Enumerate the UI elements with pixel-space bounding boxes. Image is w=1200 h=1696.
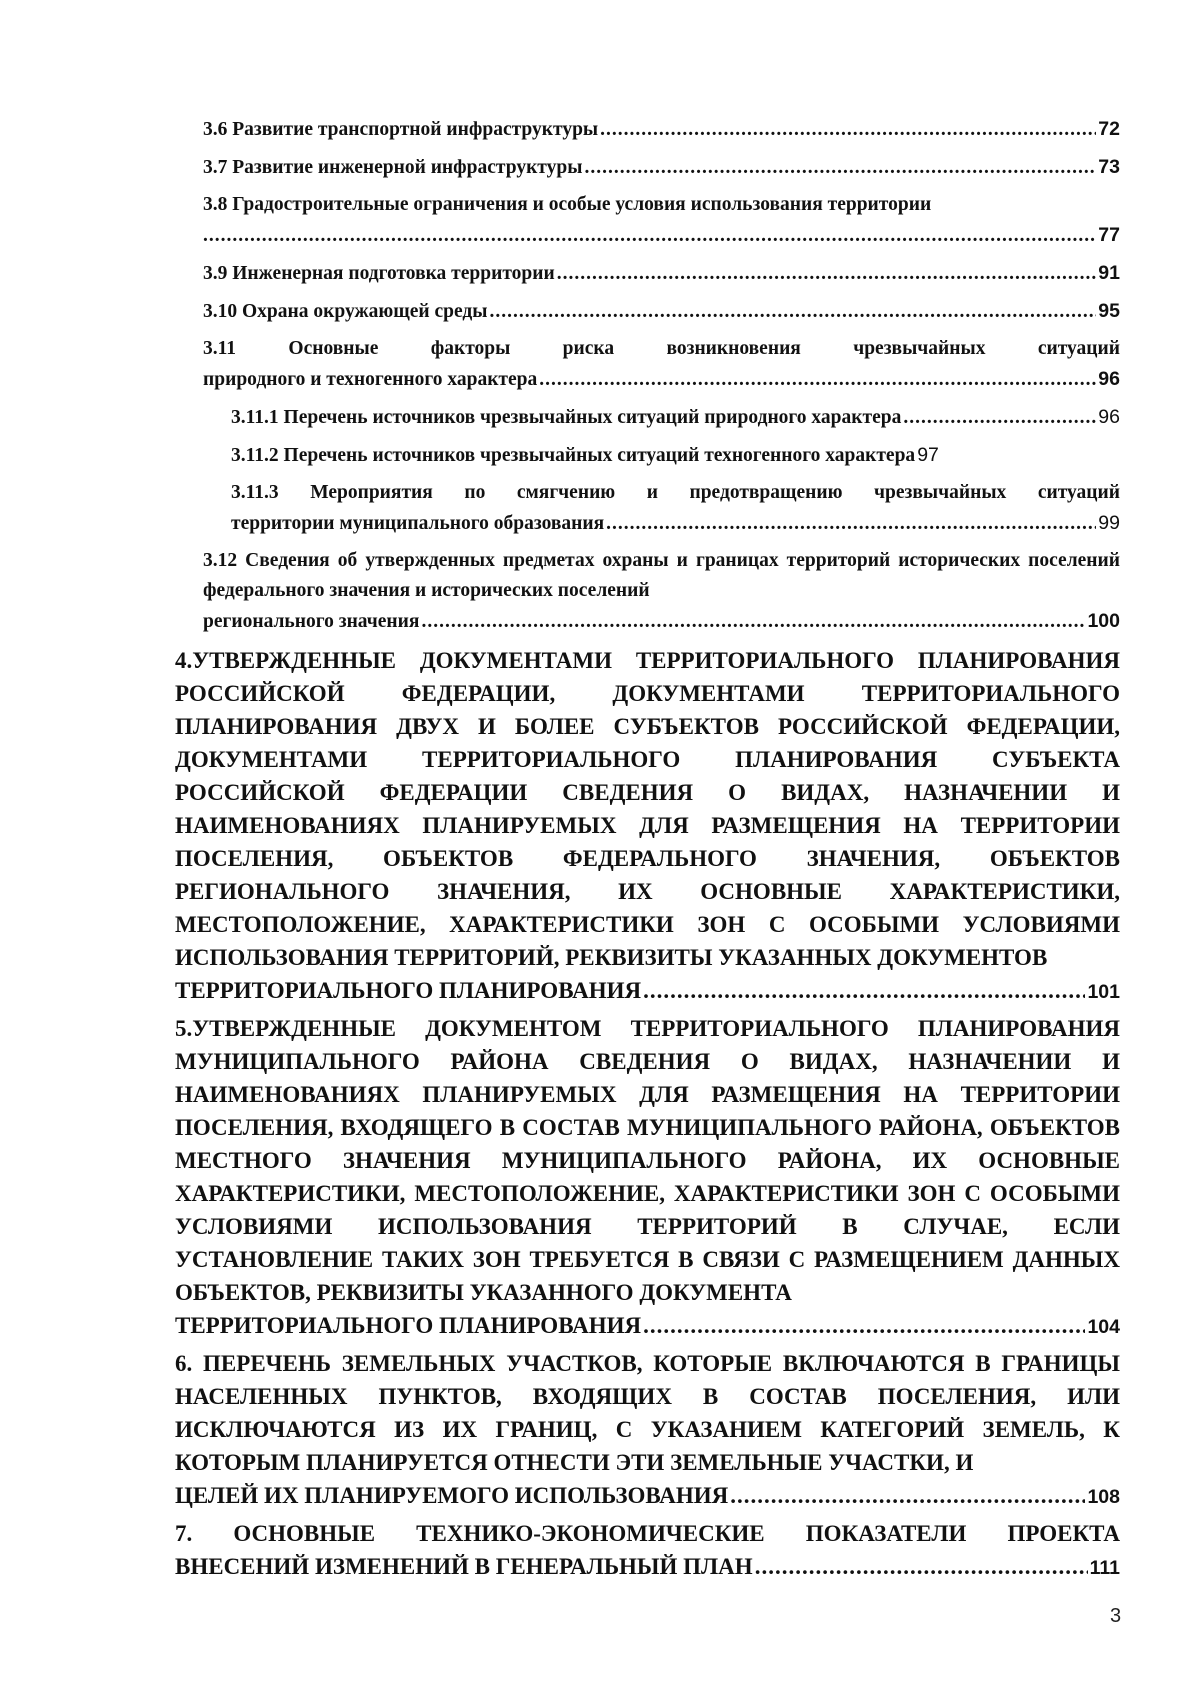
- toc-page-number: 96: [1098, 406, 1120, 428]
- toc-entry-3-11-1[interactable]: [231, 402, 1120, 433]
- toc-page-number: 111: [1089, 1557, 1120, 1579]
- toc-entry-title-cont: территории муниципального образования: [231, 513, 605, 534]
- toc-entry-title: 6. ПЕРЕЧЕНЬ ЗЕМЕЛЬНЫХ УЧАСТКОВ, КОТОРЫЕ ВКЛЮЧАЮТСЯ В ГРАНИЦЫ НАСЕЛЕННЫХ ПУНКТОВ, ВХОДЯЩИХ В СОСТАВ ПОСЕЛЕНИЯ, ИЛИ ИСКЛЮЧАЮТСЯ ИЗ ИХ ГРАНИЦ, С УКАЗАНИЕМ КАТЕГОРИЙ ЗЕМЕЛЬ, К КОТОРЫМ ПЛАНИРУЕТСЯ ОТНЕСТИ ЭТИ ЗЕМЕЛЬНЫЕ УЧАСТКИ, И: [175, 1351, 1120, 1475]
- toc-entry-3-11-3[interactable]: [231, 478, 1120, 539]
- toc-entry-title: 3.10 Охрана окружающей среды: [203, 301, 488, 322]
- page-number: 3: [1110, 1605, 1122, 1627]
- toc-chapter-4[interactable]: [175, 644, 1120, 1009]
- toc-page-number: 91: [1098, 262, 1120, 284]
- toc-entry-3-7[interactable]: [203, 152, 1120, 183]
- toc-entry-3-6[interactable]: [203, 114, 1120, 145]
- dot-leader: [643, 974, 1085, 1007]
- toc-entry-title-cont: ЦЕЛЕЙ ИХ ПЛАНИРУЕМОГО ИСПОЛЬЗОВАНИЯ: [175, 1483, 729, 1508]
- toc-entry-3-11-2[interactable]: [231, 440, 1120, 471]
- toc-page-number: 108: [1087, 1486, 1120, 1508]
- toc-entry-title-cont: ВНЕСЕНИЙ ИЗМЕНЕНИЙ В ГЕНЕРАЛЬНЫЙ ПЛАН: [175, 1554, 753, 1579]
- toc-entry-title-cont: ТЕРРИТОРИАЛЬНОГО ПЛАНИРОВАНИЯ: [175, 1313, 642, 1338]
- toc-entry-title-cont: регионального значения: [203, 611, 420, 632]
- toc-entry-3-12[interactable]: [203, 546, 1120, 637]
- toc-entry-title: 3.6 Развитие транспортной инфраструктуры: [203, 119, 599, 140]
- toc-entry-title: 4.УТВЕРЖДЕННЫЕ ДОКУМЕНТАМИ ТЕРРИТОРИАЛЬНОГО ПЛАНИРОВАНИЯ РОССИЙСКОЙ ФЕДЕРАЦИИ, ДОКУМЕНТАМИ ТЕРРИТОРИАЛЬНОГО ПЛАНИРОВАНИЯ ДВУХ И БОЛЕЕ СУБЪЕКТОВ РОССИЙСКОЙ ФЕДЕРАЦИИ, ДОКУМЕНТАМИ ТЕРРИТОРИАЛЬНОГО ПЛАНИРОВАНИЯ СУБЪЕКТА РОССИЙСКОЙ ФЕДЕРАЦИИ СВЕДЕНИЯ О ВИДАХ, НАЗНАЧЕНИИ И НАИМЕНОВАНИЯХ ПЛАНИРУЕМЫХ ДЛЯ РАЗМЕЩЕНИЯ НА ТЕРРИТОРИИ ПОСЕЛЕНИЯ, ОБЪЕКТОВ ФЕДЕРАЛЬНОГО ЗНАЧЕНИЯ, ОБЪЕКТОВ РЕГИОНАЛЬНОГО ЗНАЧЕНИЯ, ИХ ОСНОВНЫЕ ХАРАКТЕРИСТИКИ, МЕСТОПОЛОЖЕНИЕ, ХАРАКТЕРИСТИКИ ЗОН С ОСОБЫМИ УСЛОВИЯМИ ИСПОЛЬЗОВАНИЯ ТЕРРИТОРИЙ, РЕКВИЗИТЫ УКАЗАННЫХ ДОКУМЕНТОВ: [175, 648, 1120, 970]
- toc-page-number: 101: [1087, 981, 1120, 1003]
- dot-leader: [903, 403, 1096, 433]
- toc-chapter-5[interactable]: [175, 1012, 1120, 1344]
- toc-entry-title: 3.11 Основные факторы риска возникновения чрезвычайных ситуаций: [203, 338, 1120, 359]
- toc-page-number: 77: [1098, 224, 1120, 246]
- table-of-contents: [175, 114, 1120, 1588]
- toc-page-number: 72: [1098, 118, 1120, 140]
- toc-entry-title: 3.11.3 Мероприятия по смягчению и предотвращению чрезвычайных ситуаций: [231, 482, 1120, 503]
- toc-entry-title: 3.9 Инженерная подготовка территории: [203, 263, 555, 284]
- toc-entry-title: 3.7 Развитие инженерной инфраструктуры: [203, 157, 583, 178]
- toc-entry-title: 3.11.1 Перечень источников чрезвычайных ситуаций природного характера: [231, 407, 902, 428]
- dot-leader: [557, 259, 1097, 289]
- toc-entry-title-cont: ТЕРРИТОРИАЛЬНОГО ПЛАНИРОВАНИЯ: [175, 978, 642, 1003]
- toc-entry-title: 5.УТВЕРЖДЕННЫЕ ДОКУМЕНТОМ ТЕРРИТОРИАЛЬНОГО ПЛАНИРОВАНИЯ МУНИЦИПАЛЬНОГО РАЙОНА СВЕДЕНИЯ О ВИДАХ, НАЗНАЧЕНИИ И НАИМЕНОВАНИЯХ ПЛАНИРУЕМЫХ ДЛЯ РАЗМЕЩЕНИЯ НА ТЕРРИТОРИИ ПОСЕЛЕНИЯ, ВХОДЯЩЕГО В СОСТАВ МУНИЦИПАЛЬНОГО РАЙОНА, ОБЪЕКТОВ МЕСТНОГО ЗНАЧЕНИЯ МУНИЦИПАЛЬНОГО РАЙОНА, ИХ ОСНОВНЫЕ ХАРАКТЕРИСТИКИ, МЕСТОПОЛОЖЕНИЕ, ХАРАКТЕРИСТИКИ ЗОН С ОСОБЫМИ УСЛОВИЯМИ ИСПОЛЬЗОВАНИЯ ТЕРРИТОРИЙ В СЛУЧАЕ, ЕСЛИ УСТАНОВЛЕНИЕ ТАКИХ ЗОН ТРЕБУЕТСЯ В СВЯЗИ С РАЗМЕЩЕНИЕМ ДАННЫХ ОБЪЕКТОВ, РЕКВИЗИТЫ УКАЗАННОГО ДОКУМЕНТА: [175, 1016, 1120, 1305]
- dot-leader: [203, 221, 1096, 251]
- toc-chapter-6[interactable]: [175, 1347, 1120, 1514]
- dot-leader: [539, 365, 1096, 395]
- dot-leader: [600, 115, 1096, 145]
- dot-leader: [643, 1309, 1085, 1342]
- toc-entry-3-8[interactable]: [203, 190, 1120, 251]
- dot-leader: [421, 607, 1085, 637]
- toc-chapter-7[interactable]: [175, 1517, 1120, 1585]
- dot-leader: [584, 153, 1096, 183]
- toc-entry-title-cont: природного и техногенного характера: [203, 369, 538, 390]
- dot-leader: [755, 1550, 1088, 1583]
- toc-entry-3-9[interactable]: [203, 258, 1120, 289]
- toc-entry-title: 3.8 Градостроительные ограничения и особые условия использования территории: [203, 194, 932, 215]
- toc-page-number: 99: [1098, 512, 1120, 534]
- dot-leader: [489, 297, 1096, 327]
- toc-page-number: 73: [1098, 156, 1120, 178]
- toc-entry-title: 3.12 Сведения об утвержденных предметах охраны и границах территорий исторических поселений федерального значения и исторических поселений: [203, 550, 1120, 601]
- toc-page-number: 96: [1098, 368, 1120, 390]
- toc-page-number: 104: [1087, 1316, 1120, 1338]
- toc-entry-3-11[interactable]: [203, 334, 1120, 395]
- toc-entry-title: 7. ОСНОВНЫЕ ТЕХНИКО-ЭКОНОМИЧЕСКИЕ ПОКАЗАТЕЛИ ПРОЕКТА: [175, 1521, 1120, 1546]
- dot-leader: [606, 509, 1096, 539]
- toc-page-number: 97: [917, 444, 939, 466]
- toc-entry-title: 3.11.2 Перечень источников чрезвычайных ситуаций техногенного характера: [231, 445, 916, 466]
- toc-page-number: 95: [1098, 300, 1120, 322]
- toc-page-number: 100: [1087, 610, 1120, 632]
- dot-leader: [730, 1479, 1085, 1512]
- toc-entry-3-10[interactable]: [203, 296, 1120, 327]
